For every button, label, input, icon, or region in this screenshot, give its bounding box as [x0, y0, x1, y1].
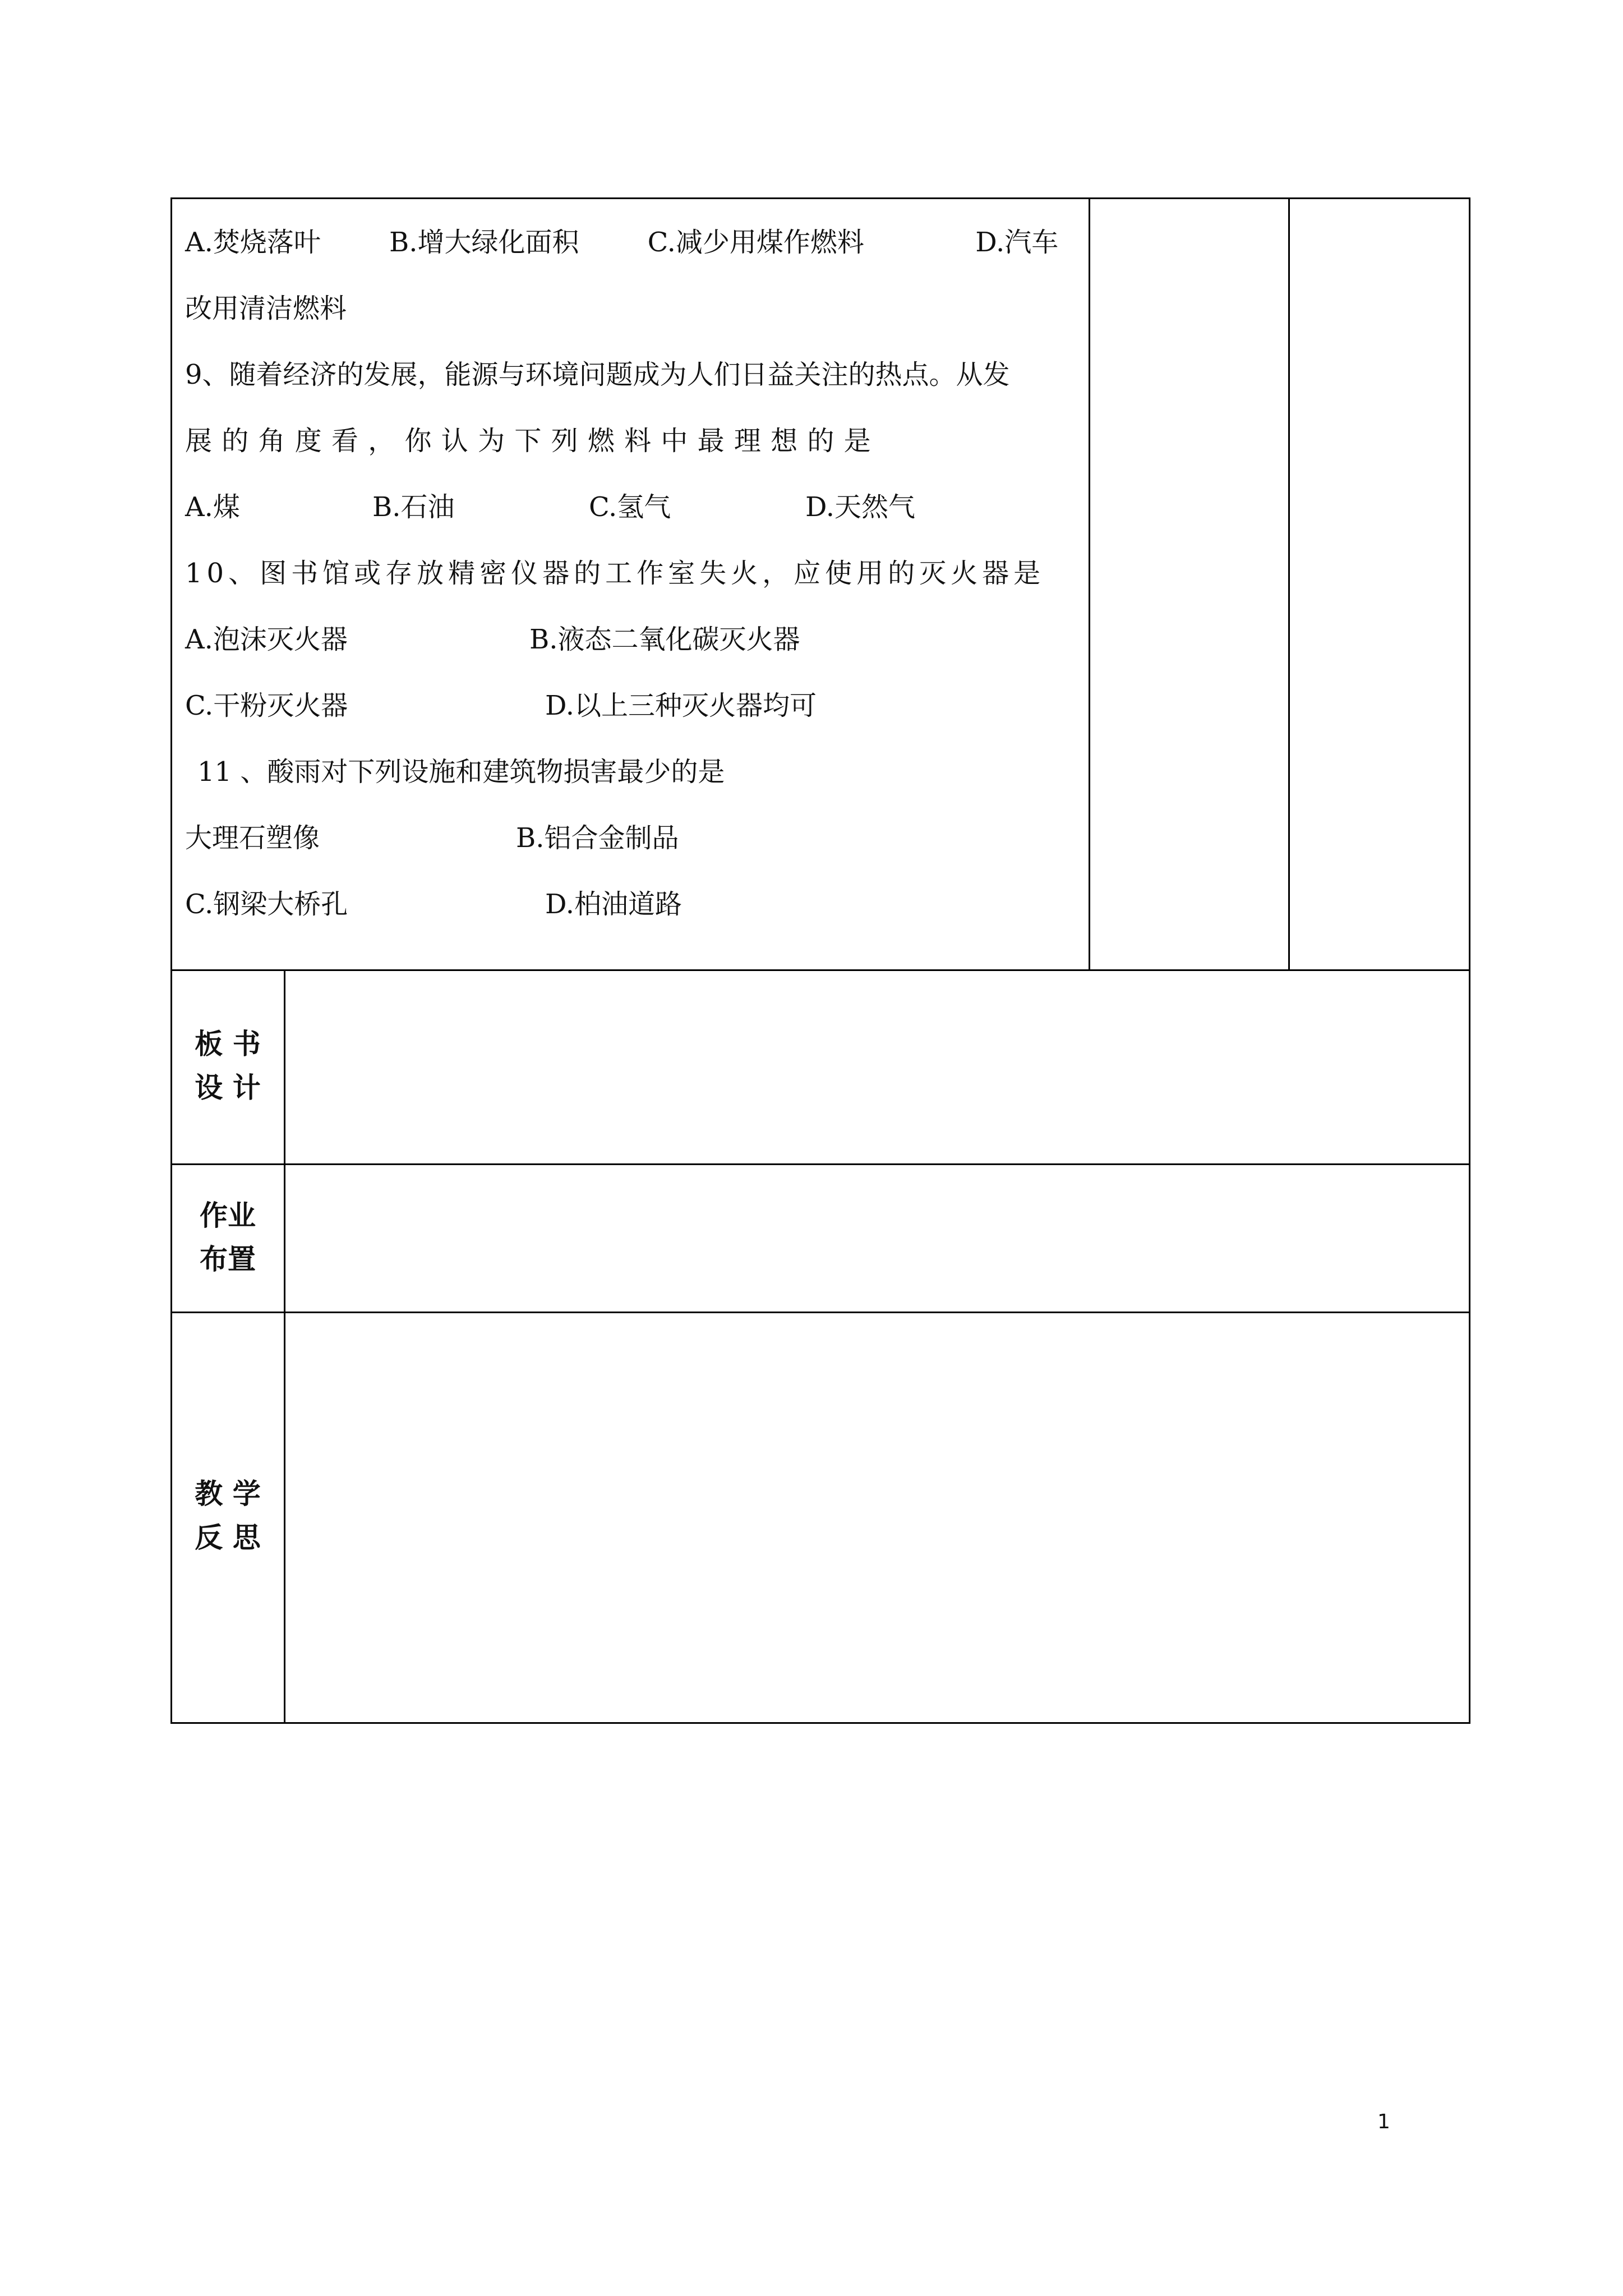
- q10-option-c: C.干粉灭火器: [185, 690, 348, 721]
- reflection-content-cell: [285, 1313, 1469, 1722]
- q10-line1: 10、图书馆或存放精密仪器的工作室失火，应使用的灭火器是: [185, 558, 1045, 589]
- homework-label: [172, 1194, 284, 1281]
- reflection-label-line1: 教 学: [195, 1478, 261, 1510]
- q8-options-line1: A.焚烧落叶 B.增大绿化面积 C.减少用煤作燃料 D.汽车: [185, 227, 1059, 258]
- q10-option-a: A.泡沫灭火器: [185, 624, 348, 655]
- reflection-label: [172, 1472, 284, 1559]
- board-design-label: [172, 1022, 284, 1110]
- table-bottom-border: [170, 1722, 1470, 1724]
- q11-option-b: B.铝合金制品: [516, 822, 679, 854]
- q8-options-line2: 改用清洁燃料: [185, 293, 347, 324]
- q9-option-b: B.石油: [372, 491, 455, 523]
- q11-option-c: C.钢梁大桥孔: [185, 889, 348, 920]
- q9-option-c: C.氢气: [589, 491, 671, 523]
- table-right-border: [1469, 197, 1470, 1724]
- q10-option-b: B.液态二氧化碳灭火器: [529, 624, 800, 655]
- page-number: 1: [1377, 2110, 1390, 2133]
- q11-line1: 11 、酸雨对下列设施和建筑物损害最少的是: [197, 756, 725, 788]
- notes-column-divider: [1288, 197, 1290, 970]
- q11-option-a: 大理石塑像: [185, 822, 320, 854]
- board-design-label-line2: 设 计: [195, 1071, 261, 1104]
- q9-option-a: A.煤: [185, 491, 240, 523]
- board-design-label-line1: 板 书: [195, 1028, 261, 1060]
- homework-label-line2: 布置: [200, 1243, 256, 1276]
- q10-option-d: D.以上三种灭火器均可: [545, 690, 817, 721]
- q9-option-d: D.天然气: [805, 491, 916, 523]
- table-top-border: [170, 197, 1470, 199]
- q9-line1: 9、随着经济的发展，能源与环境问题成为人们日益关注的热点。从发: [185, 359, 1010, 390]
- q9-line2: 展 的 角 度 看 ， 你 认 为 下 列 燃 料 中 最 理 想 的 是: [185, 425, 872, 457]
- homework-label-line1: 作业: [200, 1199, 256, 1232]
- content-column-divider: [1089, 197, 1090, 970]
- board-design-content-cell: [285, 971, 1469, 1163]
- q11-option-d: D.柏油道路: [545, 889, 683, 920]
- reflection-label-line2: 反 思: [195, 1521, 261, 1554]
- homework-content-cell: [285, 1165, 1469, 1312]
